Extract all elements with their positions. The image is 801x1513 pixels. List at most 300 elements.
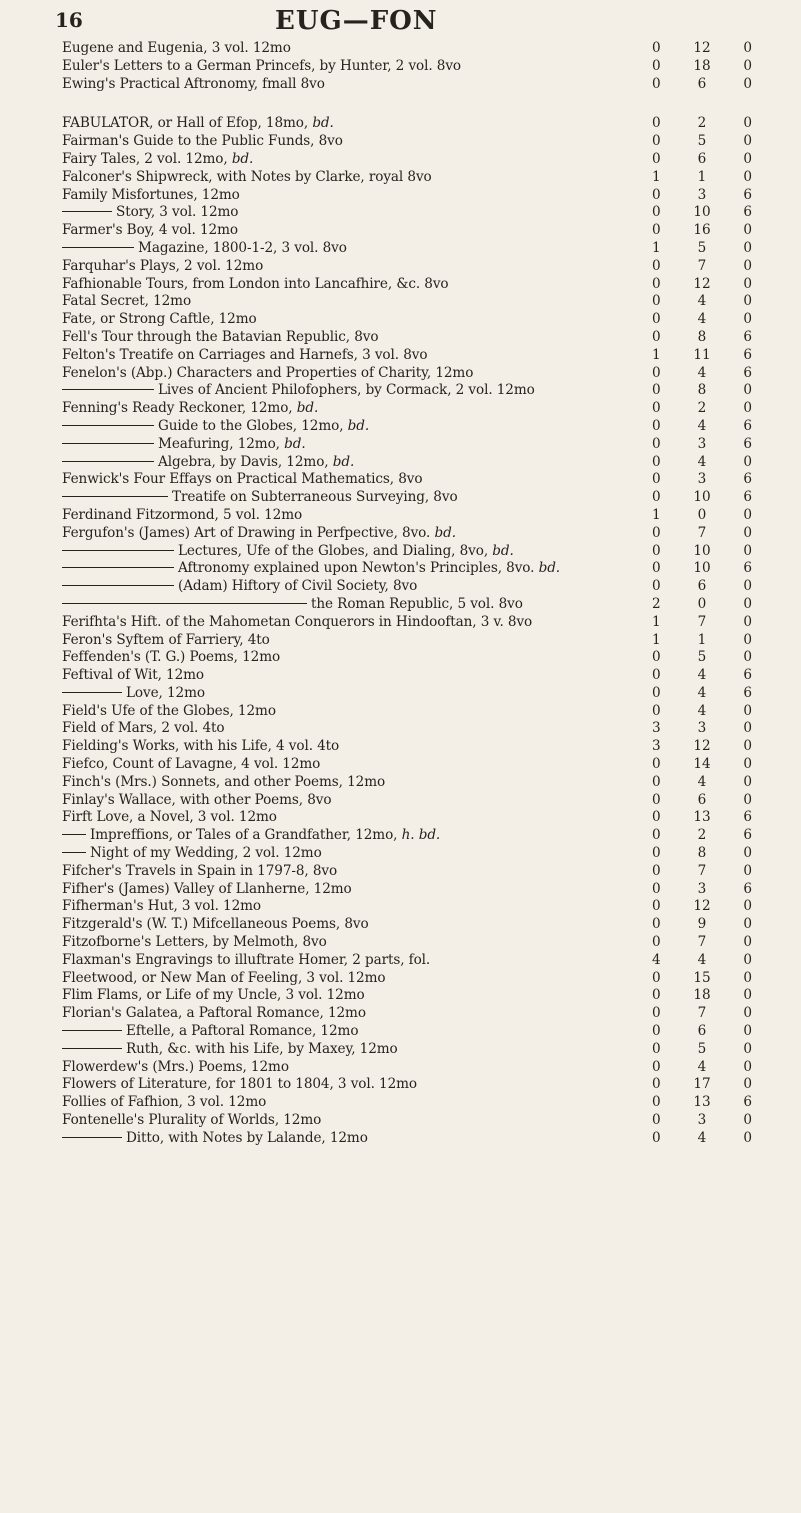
- price-pounds: 0: [652, 75, 661, 92]
- entry-price: [652, 1023, 752, 1041]
- price-pounds: 0: [652, 1094, 661, 1111]
- entry-title: [62, 169, 648, 187]
- price-shillings: 10: [693, 542, 711, 559]
- entry-title: [62, 703, 648, 721]
- entry-title: [62, 525, 648, 543]
- entry-price: [652, 400, 752, 418]
- entry-title: [62, 58, 648, 76]
- entry-title: [62, 151, 648, 169]
- entry-title-text: Flowerdew's (Mrs.) Poems, 12mo: [62, 1058, 289, 1075]
- entry-title: [62, 543, 648, 561]
- price-pence: 6: [743, 684, 752, 701]
- entry-price: [652, 578, 752, 596]
- price-pence: 0: [743, 524, 752, 541]
- catalogue-entry: [62, 970, 752, 988]
- entry-price: [652, 525, 752, 543]
- price-shillings: 10: [693, 204, 711, 221]
- price-pounds: 0: [652, 916, 661, 933]
- entry-title-text: Eftelle, a Paftoral Romance, 12mo: [126, 1023, 359, 1040]
- catalogue-entry: [62, 1041, 752, 1059]
- entry-title-text: Felton's Treatife on Carriages and Harnefs, 3 vol. 8vo: [62, 346, 428, 363]
- price-pence: 0: [743, 1023, 752, 1040]
- entry-price: [652, 774, 752, 792]
- price-pence: 0: [743, 613, 752, 630]
- catalogue-entry: [62, 756, 752, 774]
- price-pounds: 0: [652, 898, 661, 915]
- catalogue-entry: [62, 916, 752, 934]
- entry-title: [62, 1023, 648, 1041]
- entry-title: [62, 1005, 648, 1023]
- price-shillings: 8: [697, 845, 707, 862]
- entry-price: [652, 365, 752, 383]
- catalogue-entry: [62, 1059, 752, 1077]
- catalogue-entry: [62, 649, 752, 667]
- price-pence: 0: [743, 1129, 752, 1146]
- entry-title: [62, 845, 648, 863]
- price-shillings: 14: [693, 756, 711, 773]
- price-shillings: 4: [697, 293, 707, 310]
- entry-price: [652, 151, 752, 169]
- price-shillings: 5: [697, 649, 707, 666]
- entry-title-text: Falconer's Shipwreck, with Notes by Clarke, royal 8vo: [62, 168, 432, 185]
- price-shillings: 0: [697, 506, 707, 523]
- entry-title-text: Flaxman's Engravings to illuftrate Homer, 2 parts, fol.: [62, 951, 431, 968]
- entry-price: [652, 76, 752, 94]
- entry-title-text: Euler's Letters to a German Princefs, by Hunter, 2 vol. 8vo: [62, 57, 462, 74]
- entry-title-text: Feffenden's (T. G.) Poems, 12mo: [62, 649, 281, 666]
- price-pounds: 0: [652, 649, 661, 666]
- entry-title-text: Family Misfortunes, 12mo: [62, 186, 240, 203]
- binding-note: bd.: [284, 435, 306, 452]
- price-pounds: 0: [652, 293, 661, 310]
- price-pence: 0: [743, 133, 752, 150]
- price-pounds: 0: [652, 969, 661, 986]
- entry-title-text: Ruth, &c. with his Life, by Maxey, 12mo: [126, 1040, 398, 1057]
- catalogue-entry: [62, 845, 752, 863]
- price-pounds: 2: [652, 595, 661, 612]
- entry-title-text: Story, 3 vol. 12mo: [116, 204, 239, 221]
- price-pence: 0: [743, 738, 752, 755]
- catalogue-entry: [62, 632, 752, 650]
- price-shillings: 2: [697, 400, 707, 417]
- binding-note: bd.: [231, 150, 254, 167]
- price-shillings: 18: [693, 57, 711, 74]
- entry-title-text: Fifcher's Travels in Spain in 1797-8, 8vo: [62, 862, 338, 879]
- entry-title-text: Fleetwood, or New Man of Feeling, 3 vol. 12mo: [62, 969, 386, 986]
- entry-title-text: Fenning's Ready Reckoner, 12mo,: [62, 400, 297, 417]
- price-pence: 6: [743, 346, 752, 363]
- catalogue-entry: [62, 276, 752, 294]
- entry-price: [652, 756, 752, 774]
- price-pounds: 0: [652, 934, 661, 951]
- binding-note: bd.: [347, 417, 370, 434]
- entry-title: [62, 222, 648, 240]
- catalogue-entry: [62, 454, 752, 472]
- catalogue-entry: [62, 133, 752, 151]
- price-shillings: 1: [697, 631, 707, 648]
- price-shillings: 6: [697, 75, 707, 92]
- entry-price: [652, 987, 752, 1005]
- price-shillings: 6: [697, 1023, 707, 1040]
- entry-price: [652, 276, 752, 294]
- price-pence: 0: [743, 311, 752, 328]
- price-pounds: 0: [652, 702, 661, 719]
- price-shillings: 16: [693, 222, 711, 239]
- price-shillings: 12: [693, 275, 711, 292]
- price-pence: 0: [743, 898, 752, 915]
- ditto-dash: [62, 461, 154, 462]
- entry-price: [652, 596, 752, 614]
- catalogue-entry: [62, 863, 752, 881]
- catalogue-entry: [62, 596, 752, 614]
- price-shillings: 11: [693, 346, 711, 363]
- section-gap: [62, 93, 752, 115]
- catalogue-entry: [62, 418, 752, 436]
- entry-title-text: Night of my Wedding, 2 vol. 12mo: [90, 845, 322, 862]
- catalogue-entry: [62, 115, 752, 133]
- entry-price: [652, 1130, 752, 1148]
- binding-note: bd.: [296, 400, 319, 417]
- price-shillings: 3: [697, 1112, 707, 1129]
- price-pence: 6: [743, 827, 752, 844]
- price-pence: 0: [743, 57, 752, 74]
- entry-price: [652, 863, 752, 881]
- catalogue-list: [62, 40, 752, 1148]
- ditto-dash: [62, 1048, 122, 1049]
- entry-title: [62, 827, 648, 845]
- price-shillings: 7: [697, 257, 707, 274]
- binding-note: bd.: [332, 453, 355, 470]
- catalogue-entry: [62, 293, 752, 311]
- entry-title-text: Aftronomy explained upon Newton's Principles, 8vo.: [178, 560, 539, 577]
- entry-price: [652, 382, 752, 400]
- entry-price: [652, 560, 752, 578]
- price-pence: 0: [743, 862, 752, 879]
- entry-price: [652, 827, 752, 845]
- entry-title-text: Fairman's Guide to the Public Funds, 8vo: [62, 133, 343, 150]
- catalogue-entry: [62, 187, 752, 205]
- price-pence: 0: [743, 773, 752, 790]
- price-pounds: 1: [652, 346, 661, 363]
- price-pence: 6: [743, 204, 752, 221]
- entry-title-text: Fell's Tour through the Batavian Republic, 8vo: [62, 328, 379, 345]
- price-pence: 6: [743, 880, 752, 897]
- entry-title-text: Fenwick's Four Effays on Practical Mathematics, 8vo: [62, 471, 423, 488]
- price-shillings: 0: [697, 595, 707, 612]
- entry-title-text: FABULATOR, or Hall of Efop, 18mo,: [62, 115, 313, 132]
- price-pounds: 1: [652, 239, 661, 256]
- price-pence: 0: [743, 969, 752, 986]
- price-pounds: 0: [652, 186, 661, 203]
- catalogue-entry: [62, 898, 752, 916]
- price-shillings: 3: [697, 880, 707, 897]
- price-pounds: 0: [652, 400, 661, 417]
- price-shillings: 12: [693, 738, 711, 755]
- entry-title-text: Feftival of Wit, 12mo: [62, 667, 205, 684]
- entry-price: [652, 293, 752, 311]
- entry-title-text: Fergufon's (James) Art of Drawing in Perfpective, 8vo.: [62, 524, 435, 541]
- catalogue-entry: [62, 169, 752, 187]
- catalogue-entry: [62, 329, 752, 347]
- entry-title-text: Lives of Ancient Philofophers, by Cormack, 2 vol. 12mo: [158, 382, 535, 399]
- price-pence: 0: [743, 400, 752, 417]
- price-pounds: 3: [652, 738, 661, 755]
- price-pounds: 0: [652, 1076, 661, 1093]
- page-header: [55, 4, 755, 38]
- catalogue-entry: [62, 703, 752, 721]
- price-shillings: 4: [697, 773, 707, 790]
- price-pounds: 0: [652, 862, 661, 879]
- ditto-dash: [62, 389, 154, 390]
- price-pounds: 0: [652, 204, 661, 221]
- price-shillings: 7: [697, 1005, 707, 1022]
- price-pence: 6: [743, 667, 752, 684]
- price-pounds: 0: [652, 1040, 661, 1057]
- price-shillings: 3: [697, 435, 707, 452]
- entry-title: [62, 418, 648, 436]
- price-pounds: 0: [652, 489, 661, 506]
- entry-price: [652, 916, 752, 934]
- price-pounds: 0: [652, 827, 661, 844]
- price-shillings: 6: [697, 578, 707, 595]
- entry-title: [62, 1112, 648, 1130]
- price-shillings: 4: [697, 453, 707, 470]
- ditto-dash: [62, 443, 154, 444]
- entry-price: [652, 1112, 752, 1130]
- entry-price: [652, 507, 752, 525]
- entry-price: [652, 258, 752, 276]
- ditto-dash: [62, 567, 174, 568]
- entry-title-text: Ferifhta's Hift. of the Mahometan Conquerors in Hindooftan, 3 v. 8vo: [62, 613, 533, 630]
- price-pounds: 0: [652, 1058, 661, 1075]
- entry-title: [62, 187, 648, 205]
- catalogue-entry: [62, 204, 752, 222]
- entry-price: [652, 934, 752, 952]
- entry-title: [62, 454, 648, 472]
- price-shillings: 10: [693, 489, 711, 506]
- entry-title: [62, 382, 648, 400]
- entry-title: [62, 987, 648, 1005]
- price-pounds: 0: [652, 435, 661, 452]
- price-shillings: 12: [693, 40, 711, 56]
- entry-title-text: Magazine, 1800-1-2, 3 vol. 8vo: [138, 239, 347, 256]
- ditto-dash: [62, 834, 86, 835]
- price-pounds: 0: [652, 57, 661, 74]
- entry-price: [652, 649, 752, 667]
- price-pounds: 1: [652, 168, 661, 185]
- catalogue-entry: [62, 560, 752, 578]
- entry-title: [62, 436, 648, 454]
- entry-price: [652, 187, 752, 205]
- entry-title: [62, 578, 648, 596]
- price-pence: 6: [743, 560, 752, 577]
- entry-title: [62, 1076, 648, 1094]
- entry-price: [652, 898, 752, 916]
- running-head: EUG—FON: [275, 6, 438, 36]
- entry-title: [62, 720, 648, 738]
- entry-title: [62, 898, 648, 916]
- price-pounds: 0: [652, 809, 661, 826]
- entry-title: [62, 400, 648, 418]
- entry-price: [652, 311, 752, 329]
- entry-price: [652, 58, 752, 76]
- entry-title: [62, 792, 648, 810]
- price-pounds: 0: [652, 667, 661, 684]
- price-pounds: 0: [652, 471, 661, 488]
- entry-title: [62, 293, 648, 311]
- entry-price: [652, 809, 752, 827]
- ditto-dash: [62, 247, 134, 248]
- entry-title-text: Follies of Fafhion, 3 vol. 12mo: [62, 1094, 267, 1111]
- price-shillings: 6: [697, 150, 707, 167]
- entry-title-text: Guide to the Globes, 12mo,: [158, 417, 348, 434]
- entry-title-text: Field's Ufe of the Globes, 12mo: [62, 702, 276, 719]
- entry-title-text: Fitzofborne's Letters, by Melmoth, 8vo: [62, 934, 327, 951]
- price-shillings: 7: [697, 862, 707, 879]
- entry-title-text: Finch's (Mrs.) Sonnets, and other Poems, 12mo: [62, 773, 386, 790]
- catalogue-entry: [62, 881, 752, 899]
- price-shillings: 3: [697, 186, 707, 203]
- price-pence: 0: [743, 239, 752, 256]
- entry-title: [62, 276, 648, 294]
- catalogue-entry: [62, 311, 752, 329]
- price-shillings: 4: [697, 1058, 707, 1075]
- catalogue-entry: [62, 987, 752, 1005]
- entry-title-text: Eugene and Eugenia, 3 vol. 12mo: [62, 40, 291, 56]
- price-pounds: 0: [652, 115, 661, 132]
- price-pence: 0: [743, 382, 752, 399]
- ditto-dash: [62, 603, 307, 604]
- entry-title-text: Ferdinand Fitzormond, 5 vol. 12mo: [62, 506, 303, 523]
- price-pounds: 0: [652, 542, 661, 559]
- entry-price: [652, 543, 752, 561]
- price-shillings: 6: [697, 791, 707, 808]
- entry-title-text: Flowers of Literature, for 1801 to 1804, 3 vol. 12mo: [62, 1076, 418, 1093]
- entry-price: [652, 1094, 752, 1112]
- entry-title-text: Fielding's Works, with his Life, 4 vol. 4to: [62, 738, 340, 755]
- entry-title-text: Farmer's Boy, 4 vol. 12mo: [62, 222, 238, 239]
- price-pence: 0: [743, 916, 752, 933]
- price-pence: 0: [743, 1040, 752, 1057]
- entry-price: [652, 703, 752, 721]
- entry-price: [652, 952, 752, 970]
- entry-title-text: Fontenelle's Plurality of Worlds, 12mo: [62, 1112, 322, 1129]
- catalogue-entry: [62, 1130, 752, 1148]
- entry-price: [652, 347, 752, 365]
- entry-title-text: Lectures, Ufe of the Globes, and Dialing, 8vo,: [178, 542, 493, 559]
- entry-price: [652, 685, 752, 703]
- catalogue-entry: [62, 40, 752, 58]
- entry-title-text: Algebra, by Davis, 12mo,: [158, 453, 333, 470]
- entry-title-text: the Roman Republic, 5 vol. 8vo: [311, 595, 523, 612]
- catalogue-entry: [62, 667, 752, 685]
- price-pounds: 0: [652, 773, 661, 790]
- ditto-dash: [62, 496, 168, 497]
- price-shillings: 7: [697, 934, 707, 951]
- price-pounds: 0: [652, 275, 661, 292]
- price-pence: 6: [743, 471, 752, 488]
- entry-title: [62, 809, 648, 827]
- entry-title: [62, 649, 648, 667]
- price-pence: 0: [743, 115, 752, 132]
- price-shillings: 17: [693, 1076, 711, 1093]
- ditto-dash: [62, 692, 122, 693]
- entry-title-text: Fairy Tales, 2 vol. 12mo,: [62, 150, 232, 167]
- entry-price: [652, 115, 752, 133]
- entry-price: [652, 1059, 752, 1077]
- price-pence: 0: [743, 791, 752, 808]
- entry-title-text: Fafhionable Tours, from London into Lancafhire, &c. 8vo: [62, 275, 449, 292]
- price-shillings: 4: [697, 702, 707, 719]
- page-number: 16: [55, 8, 83, 32]
- entry-title: [62, 952, 648, 970]
- ditto-dash: [62, 852, 86, 853]
- price-shillings: 13: [693, 1094, 711, 1111]
- catalogue-entry: [62, 347, 752, 365]
- entry-title: [62, 970, 648, 988]
- price-pence: 0: [743, 1112, 752, 1129]
- entry-title: [62, 329, 648, 347]
- price-pence: 0: [743, 951, 752, 968]
- price-pounds: 0: [652, 578, 661, 595]
- entry-price: [652, 845, 752, 863]
- price-pence: 0: [743, 168, 752, 185]
- entry-price: [652, 133, 752, 151]
- catalogue-entry: [62, 792, 752, 810]
- entry-title: [62, 863, 648, 881]
- entry-price: [652, 222, 752, 240]
- price-pence: 0: [743, 845, 752, 862]
- entry-title-text: Fatal Secret, 12mo: [62, 293, 192, 310]
- entry-title: [62, 596, 648, 614]
- catalogue-entry: [62, 720, 752, 738]
- catalogue-entry: [62, 222, 752, 240]
- price-shillings: 10: [693, 560, 711, 577]
- price-shillings: 5: [697, 1040, 707, 1057]
- catalogue-entry: [62, 258, 752, 276]
- catalogue-entry: [62, 151, 752, 169]
- ditto-dash: [62, 211, 112, 212]
- price-pence: 0: [743, 1005, 752, 1022]
- entry-title-text: Field of Mars, 2 vol. 4to: [62, 720, 225, 737]
- entry-title-text: Meafuring, 12mo,: [158, 435, 285, 452]
- ditto-dash: [62, 425, 154, 426]
- price-shillings: 3: [697, 720, 707, 737]
- catalogue-entry: [62, 365, 752, 383]
- entry-price: [652, 738, 752, 756]
- entry-title: [62, 560, 648, 578]
- entry-title: [62, 311, 648, 329]
- price-shillings: 4: [697, 684, 707, 701]
- entry-title-text: Fifherman's Hut, 3 vol. 12mo: [62, 898, 262, 915]
- price-pounds: 1: [652, 631, 661, 648]
- price-pence: 0: [743, 222, 752, 239]
- price-pence: 6: [743, 417, 752, 434]
- binding-note: bd.: [312, 115, 334, 132]
- entry-title: [62, 258, 648, 276]
- catalogue-entry: [62, 809, 752, 827]
- catalogue-entry: [62, 382, 752, 400]
- entry-title: [62, 347, 648, 365]
- price-pounds: 0: [652, 880, 661, 897]
- price-pence: 6: [743, 186, 752, 203]
- price-shillings: 4: [697, 417, 707, 434]
- entry-title: [62, 685, 648, 703]
- catalogue-entry: [62, 76, 752, 94]
- price-pounds: 3: [652, 720, 661, 737]
- entry-title: [62, 1094, 648, 1112]
- entry-price: [652, 792, 752, 810]
